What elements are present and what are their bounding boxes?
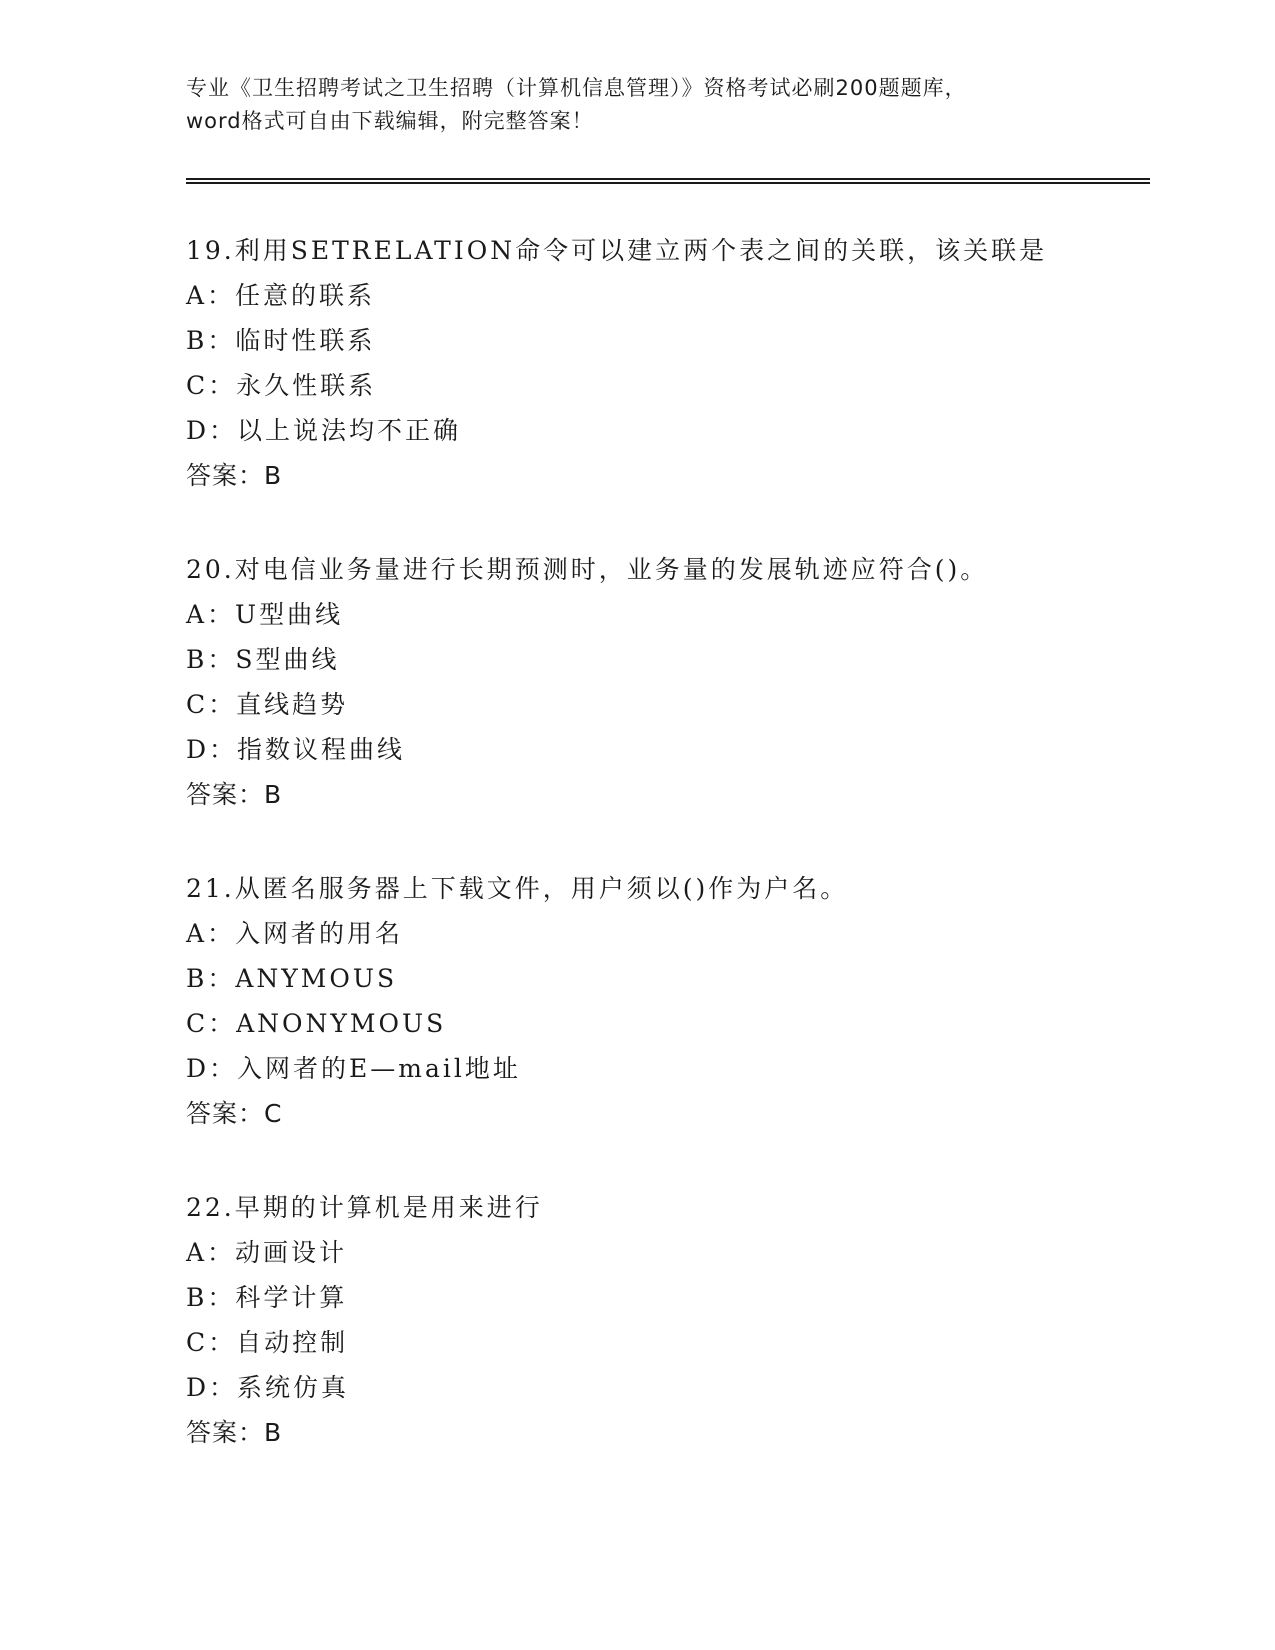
question-stem: 20.对电信业务量进行长期预测时，业务量的发展轨迹应符合()。 <box>186 555 989 584</box>
question-stem: 22.早期的计算机是用来进行 <box>186 1193 543 1222</box>
option-c: C：永久性联系 <box>186 371 377 400</box>
answer-line: 答案：B <box>186 1418 283 1447</box>
answer-line: 答案：B <box>186 780 283 809</box>
document-header <box>186 72 1086 138</box>
option-c: C：直线趋势 <box>186 690 349 719</box>
option-d: D：入网者的E—mail地址 <box>186 1054 521 1083</box>
question-19 <box>186 228 1150 547</box>
option-b: B：临时性联系 <box>186 326 376 355</box>
question-list <box>186 228 1150 1504</box>
question-22 <box>186 1185 1150 1504</box>
header-divider <box>186 178 1150 184</box>
answer-line: 答案：C <box>186 1099 283 1128</box>
question-stem: 21.从匿名服务器上下载文件，用户须以()作为户名。 <box>186 874 849 903</box>
option-d: D：系统仿真 <box>186 1373 350 1402</box>
option-b: B：S型曲线 <box>186 645 340 674</box>
option-b: B：ANYMOUS <box>186 964 398 993</box>
option-a: A：任意的联系 <box>186 281 376 310</box>
option-d: D：以上说法均不正确 <box>186 416 462 445</box>
option-b: B：科学计算 <box>186 1283 348 1312</box>
option-a: A：U型曲线 <box>186 600 344 629</box>
option-c: C：ANONYMOUS <box>186 1009 447 1038</box>
answer-line: 答案：B <box>186 461 283 490</box>
header-line-2: word格式可自由下载编辑，附完整答案！ <box>186 109 594 133</box>
option-d: D：指数议程曲线 <box>186 735 406 764</box>
header-line-1: 专业《卫生招聘考试之卫生招聘（计算机信息管理）》资格考试必刷200题题库， <box>186 76 967 100</box>
option-a: A：动画设计 <box>186 1238 348 1267</box>
question-21 <box>186 866 1150 1185</box>
question-stem: 19.利用SETRELATION命令可以建立两个表之间的关联，该关联是 <box>186 236 1048 265</box>
question-20 <box>186 547 1150 866</box>
option-a: A：入网者的用名 <box>186 919 404 948</box>
option-c: C：自动控制 <box>186 1328 349 1357</box>
